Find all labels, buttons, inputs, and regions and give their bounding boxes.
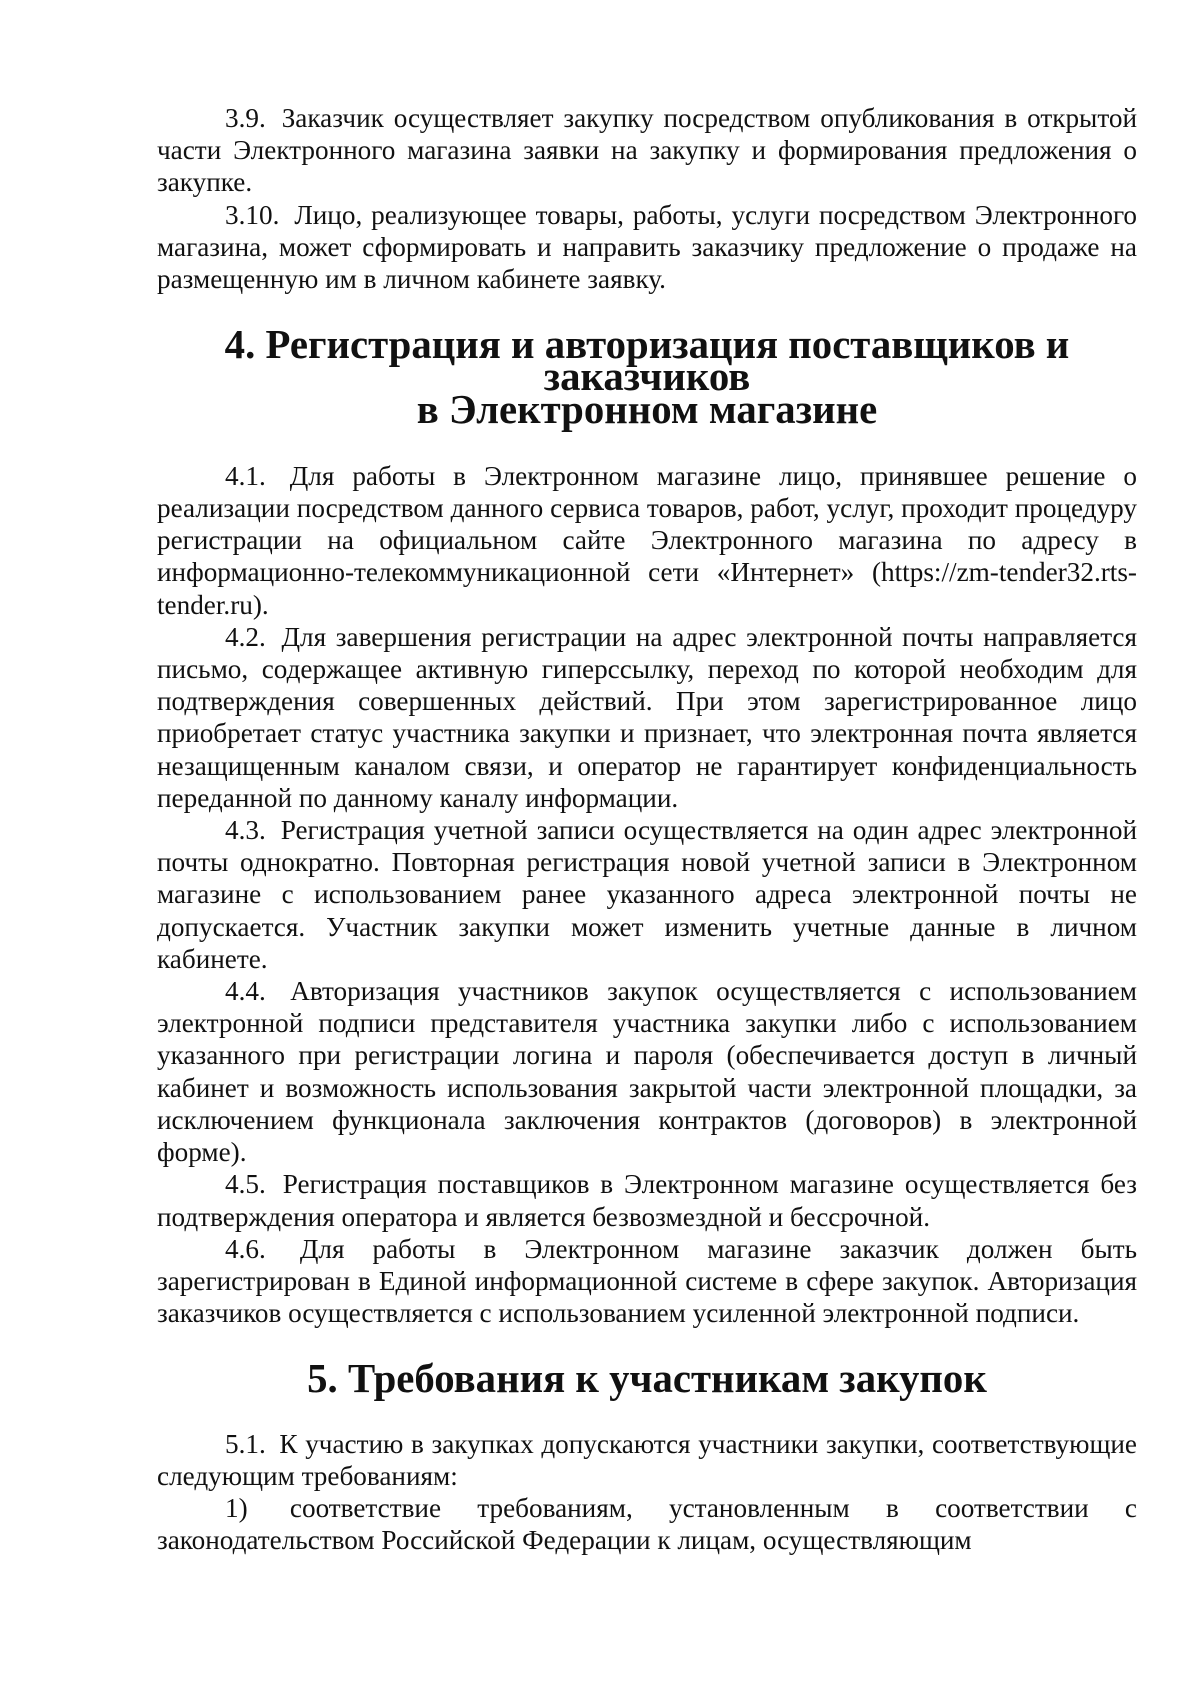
paragraph-text: К участию в закупках допускаются участники закупки, соответствующие следующим требованиям: [157,1428,1137,1491]
section-4-heading [157,322,1137,432]
paragraph-4-1 [157,460,1137,621]
paragraph-text: Заказчик осуществляет закупку посредством опубликования в открытой части Электронного магазина заявки на закупку и формирования предложения о закупке. [157,103,1137,198]
paragraph-4-5 [157,1168,1137,1232]
paragraph-4-4 [157,975,1137,1168]
paragraph-number: 5.1. [225,1428,266,1459]
list-item-number: 1) [225,1492,248,1523]
paragraph-text: Регистрация учетной записи осуществляется на один адрес электронной почты однократно. Повторная регистрация новой учетной записи в Электронном магазине с использованием ранее указанного адреса электронной почты не допускается. Участник закупки может изменить учетные данные в личном кабинете. [157,815,1137,974]
document-page [157,102,1137,1556]
list-item-1 [157,1492,1137,1556]
paragraph-text: Регистрация поставщиков в Электронном магазине осуществляется без подтверждения оператора и является безвозмездной и бессрочной. [157,1169,1137,1232]
paragraph-4-2 [157,621,1137,814]
section-5-heading [157,1356,1137,1402]
paragraph-4-6 [157,1233,1137,1330]
paragraph-number: 3.9. [225,103,266,133]
paragraph-number: 4.1. [225,460,266,491]
paragraph-text: Лицо, реализующее товары, работы, услуги посредством Электронного магазина, может сформировать и направить заказчику предложение о продаже на размещенную им в личном кабинете заявку. [157,199,1138,295]
paragraph-number: 4.4. [225,976,266,1007]
paragraph-3-10 [157,199,1137,296]
paragraph-number: 4.5. [225,1169,266,1200]
paragraph-text: Авторизация участников закупок осуществляется с использованием электронной подписи представителя участника закупки либо с использованием указанного при регистрации логина и пароля (обеспечивается доступ в личный кабинет и возможность использования закрытой части электронной площадки, за исключением функционала заключения контрактов (договоров) в электронной форме). [157,976,1138,1168]
paragraph-text: Для работы в Электронном магазине заказчик должен быть зарегистрирован в Единой информационной системе в сфере закупок. Авторизация заказчиков осуществляется с использованием усиленной электронной подписи. [157,1233,1137,1329]
paragraph-text: Для завершения регистрации на адрес электронной почты направляется письмо, содержащее активную гиперссылку, переход по которой необходим для подтверждения совершенных действий. При этом зарегистрированное лицо приобретает статус участника закупки и признает, что электронная почта является незащищенным каналом связи, и оператор не гарантирует конфиденциальность переданной по данному каналу информации. [157,621,1138,813]
paragraph-3-9 [157,102,1137,199]
paragraph-number: 4.2. [225,621,266,652]
paragraph-5-1 [157,1428,1137,1492]
list-item-text: соответствие требованиям, установленным в соответствии с законодательством Российской Федерации к лицам, осуществляющим [157,1492,1137,1556]
paragraph-number: 4.6. [225,1233,266,1264]
paragraph-text: Для работы в Электронном магазине лицо, принявшее решение о реализации посредством данного сервиса товаров, работ, услуг, проходит процедуру регистрации на официальном сайте Электронного магазина по адресу в информационно-телекоммуникационной сети «Интернет» (https://zm-tender32.rts-tender.ru). [157,460,1138,620]
paragraph-number: 4.3. [225,815,266,846]
section-5-title: 5. Требования к участникам закупок [307,1356,987,1402]
section-4-title-line-2: в Электронном магазине [416,386,878,432]
paragraph-4-3 [157,814,1137,975]
paragraph-number: 3.10. [225,199,280,230]
section-4-title-line-1: 4. Регистрация и авторизация поставщиков и заказчиков [224,322,1070,400]
